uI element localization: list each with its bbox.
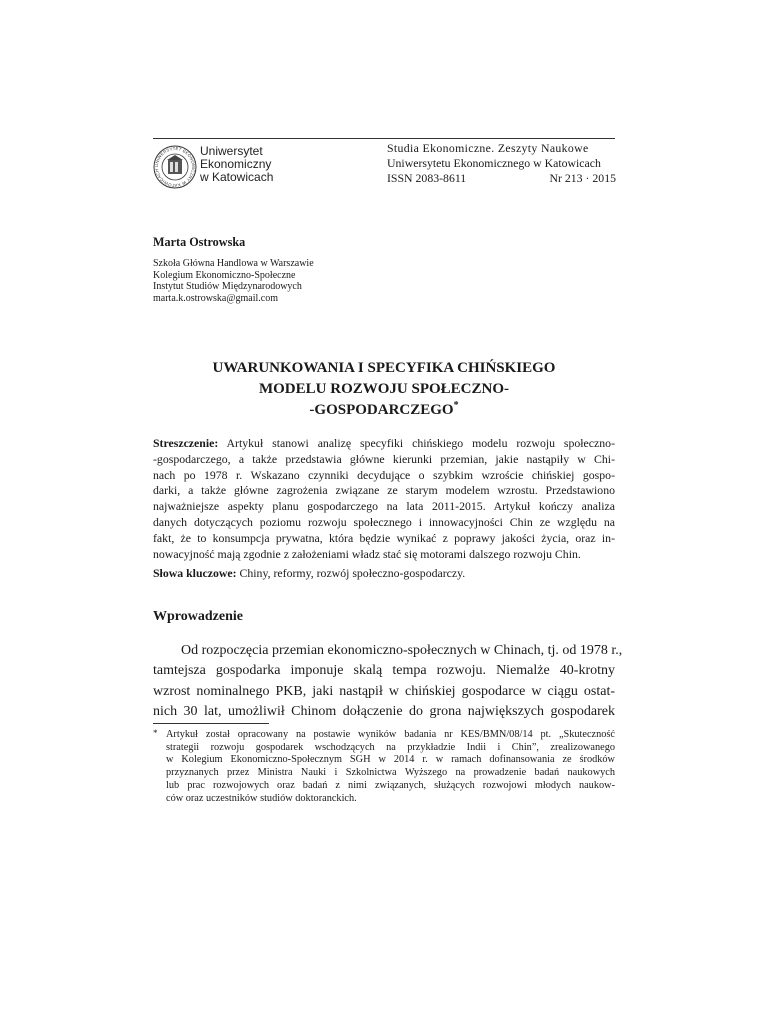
university-name-line: Ekonomiczny bbox=[200, 157, 272, 171]
title-line-last bbox=[153, 400, 615, 421]
journal-publisher: Uniwersytetu Ekonomicznego w Katowicach bbox=[387, 156, 601, 170]
footnote-line: strategii rozwoju gospodarek wschodzących na przykładzie Indii i Chin”, zrealizowanego bbox=[166, 741, 615, 753]
footnote-body bbox=[166, 729, 615, 805]
title-line: -GOSPODARCZEGO bbox=[309, 402, 454, 418]
abstract bbox=[153, 436, 615, 562]
abstract-line bbox=[153, 436, 615, 452]
abstract-line: -gospodarczego, a także przedstawia główne kierunki przemian, jakie nastąpiły w Chi- bbox=[153, 451, 615, 466]
journal-issue-number: Nr 213 · 2015 bbox=[549, 171, 616, 185]
abstract-text: Artykuł stanowi analizę specyfiki chińskiego modelu rozwoju społeczno- bbox=[218, 436, 615, 450]
body-line: Od rozpoczęcia przemian ekonomiczno-społecznych w Chinach, tj. od 1978 r., bbox=[181, 643, 623, 658]
abstract-line: nach po 1978 r. Wskazano czynniki decydujące o szybkim wzroście chińskiej gospo- bbox=[153, 467, 615, 482]
journal-issue-row bbox=[387, 171, 616, 186]
abstract-line: fakt, że to konsumpcja prywatna, która będzie wynikać z poprawy jakości życia, oraz in- bbox=[153, 530, 615, 545]
footnote-rule bbox=[153, 723, 269, 724]
title-line: UWARUNKOWANIA I SPECYFIKA CHIŃSKIEGO bbox=[212, 360, 556, 376]
body-line: nich 30 lat, umożliwił Chinom dołączenie do grona największych gospodarek bbox=[153, 704, 615, 720]
footnote-line: lub prac rozwojowych oraz badań z nimi związanych, służących rozwojowi młodych naukow- bbox=[166, 779, 615, 791]
journal-title: Studia Ekonomiczne. Zeszyty Naukowe bbox=[387, 141, 589, 155]
author-affiliation bbox=[153, 258, 314, 304]
affiliation-line: Instytut Studiów Międzynarodowych bbox=[153, 281, 302, 292]
body-line: tamtejsza gospodarka imponuje skalą tempa rozwoju. Niemalże 40-krotny bbox=[153, 663, 615, 679]
journal-info bbox=[387, 141, 616, 186]
footnote-line: Artykuł został opracowany na postawie wyników badania nr KES/BMN/08/14 pt. „Skuteczność bbox=[166, 729, 615, 740]
body-paragraph bbox=[153, 641, 623, 723]
title-line: MODELU ROZWOJU SPOŁECZNO- bbox=[258, 381, 510, 397]
university-name-line: w Katowicach bbox=[200, 170, 274, 184]
keywords-label: Słowa kluczowe: bbox=[153, 566, 237, 580]
university-name-line: Uniwersytet bbox=[200, 144, 263, 158]
abstract-line: najważniejsze aspekty planu gospodarczego na lata 2011-2015. Artykuł kończy analiza bbox=[153, 499, 615, 514]
footnote-line: ców oraz uczestników studiów doktoranckich. bbox=[166, 792, 357, 804]
author-name: Marta Ostrowska bbox=[153, 235, 246, 249]
affiliation-line: Kolegium Ekonomiczno-Społeczne bbox=[153, 269, 296, 281]
header-rule bbox=[153, 138, 615, 139]
affiliation-line: Szkoła Główna Handlowa w Warszawie bbox=[153, 258, 314, 269]
abstract-line: nowacyjność mają zgodnie z założeniami władz stać się motorami dalszego rozwoju Chin. bbox=[153, 546, 581, 561]
abstract-line: danych dotyczących poziomu rozwoju społecznego i innowacyjności Chin ze względu na bbox=[153, 514, 615, 529]
footnote bbox=[153, 729, 615, 805]
author-email: marta.k.ostrowska@gmail.com bbox=[153, 292, 279, 304]
university-seal-logo bbox=[153, 141, 197, 193]
title-footnote-mark: * bbox=[453, 400, 459, 411]
svg-text:UNIWERSYTET EKONOMICZNY W KATO: UNIWERSYTET EKONOMICZNY W KATOWICACH bbox=[153, 145, 197, 189]
footnote-marker: * bbox=[153, 728, 158, 738]
body-line: wzrost nominalnego PKB, jaki nastąpił w chińskiej gospodarce w ciągu ostat- bbox=[153, 683, 615, 699]
footnote-line: w Kolegium Ekonomiczno-Społecznym SGH w 2014 r. w ramach dofinansowania ze środków bbox=[166, 754, 615, 766]
abstract-line: darki, a także główne zagrożenia związane ze starym modelem wzrostu. Przedstawiono bbox=[153, 483, 615, 498]
footnote-line: przyznanych przez Ministra Nauki i Szkolnictwa Wyższego na prowadzenie badań naukowych bbox=[166, 767, 615, 779]
keywords bbox=[153, 566, 465, 582]
journal-issn: ISSN 2083-8611 bbox=[387, 171, 467, 185]
abstract-label: Streszczenie: bbox=[153, 436, 219, 450]
university-name bbox=[200, 145, 320, 184]
section-heading: Wprowadzenie bbox=[153, 609, 243, 624]
keywords-text: Chiny, reformy, rozwój społeczno-gospodarczy. bbox=[236, 566, 466, 580]
article-title bbox=[153, 358, 615, 421]
